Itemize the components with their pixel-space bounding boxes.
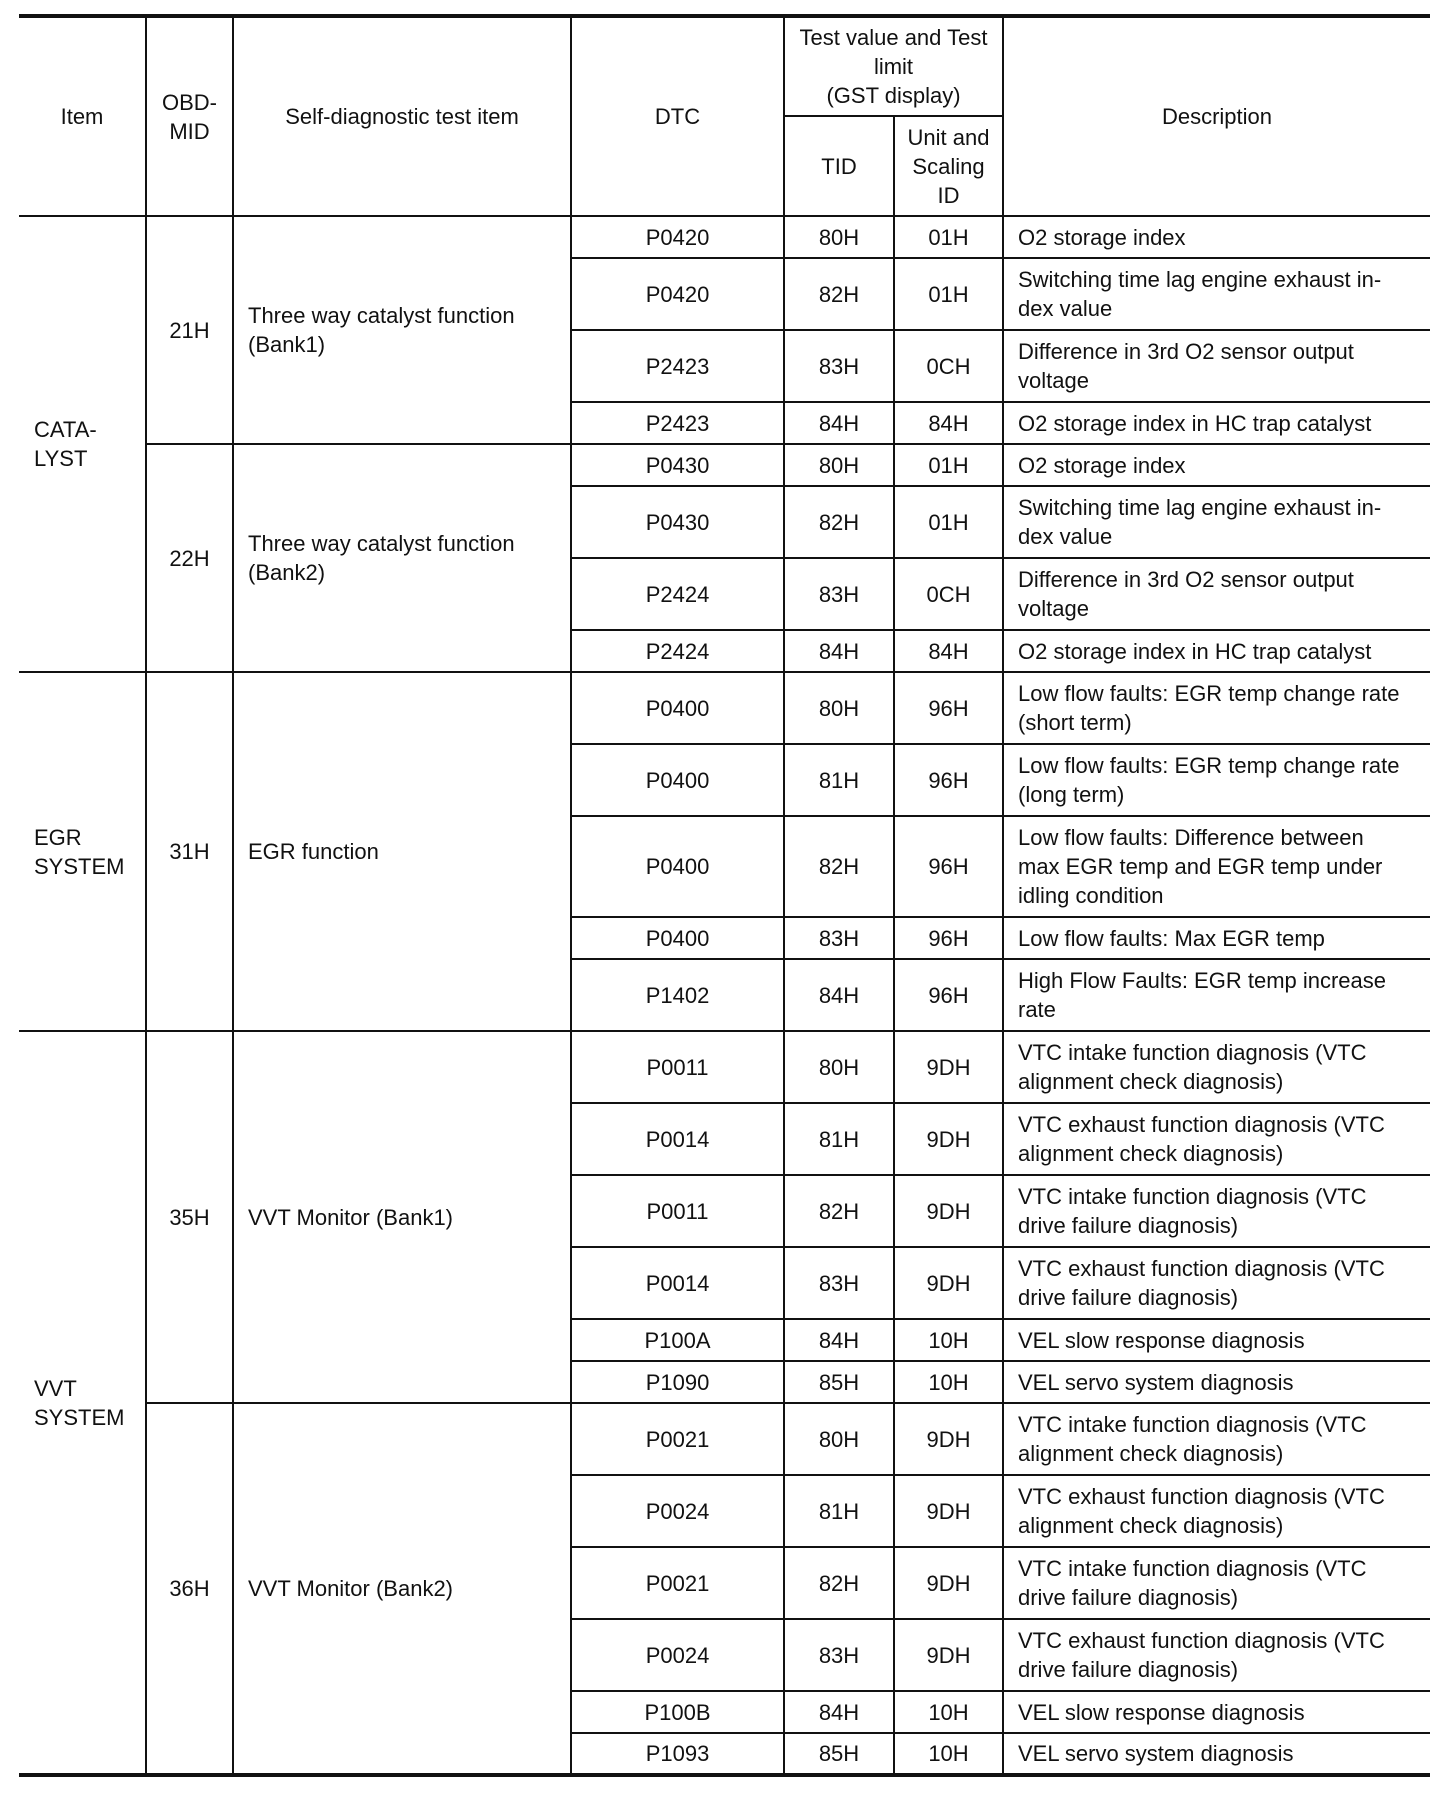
description-cell: Low flow faults: EGR temp change rate (long term)	[1003, 744, 1430, 816]
dtc-cell: P0021	[571, 1547, 784, 1619]
header-test-value-group: Test value and Test limit (GST display)	[784, 16, 1003, 116]
table-row	[19, 1031, 1430, 1103]
tid-cell: 83H	[784, 1247, 894, 1319]
header-description: Description	[1003, 16, 1430, 216]
dtc-cell: P0014	[571, 1247, 784, 1319]
dtc-cell: P0430	[571, 486, 784, 558]
obd-mid-cell: 36H	[146, 1403, 233, 1775]
unit-scaling-cell: 10H	[894, 1733, 1003, 1775]
test-item-cell: EGR function	[233, 672, 571, 1031]
unit-scaling-cell: 9DH	[894, 1475, 1003, 1547]
obd-mid-cell: 31H	[146, 672, 233, 1031]
header-unit-scaling-id: Unit and Scaling ID	[894, 116, 1003, 216]
unit-scaling-cell: 96H	[894, 816, 1003, 917]
tid-cell: 81H	[784, 1475, 894, 1547]
unit-scaling-cell: 01H	[894, 216, 1003, 258]
dtc-cell: P0430	[571, 444, 784, 486]
tid-cell: 85H	[784, 1733, 894, 1775]
dtc-cell: P2423	[571, 402, 784, 444]
tid-cell: 80H	[784, 216, 894, 258]
description-cell: O2 storage index	[1003, 444, 1430, 486]
tid-cell: 84H	[784, 959, 894, 1031]
dtc-cell: P1402	[571, 959, 784, 1031]
tid-cell: 82H	[784, 258, 894, 330]
test-item-cell: VVT Monitor (Bank1)	[233, 1031, 571, 1403]
description-cell: Switching time lag engine exhaust in- dex value	[1003, 258, 1430, 330]
table-row	[19, 672, 1430, 744]
description-cell: Difference in 3rd O2 sensor output voltage	[1003, 330, 1430, 402]
table-header	[19, 16, 1430, 216]
description-cell: Low flow faults: Max EGR temp	[1003, 917, 1430, 959]
unit-scaling-cell: 9DH	[894, 1175, 1003, 1247]
obd-mid-cell: 35H	[146, 1031, 233, 1403]
dtc-cell: P0400	[571, 744, 784, 816]
unit-scaling-cell: 01H	[894, 486, 1003, 558]
table-row	[19, 444, 1430, 486]
tid-cell: 80H	[784, 1031, 894, 1103]
tid-cell: 84H	[784, 1691, 894, 1733]
unit-scaling-cell: 96H	[894, 917, 1003, 959]
dtc-cell: P0024	[571, 1475, 784, 1547]
header-tid: TID	[784, 116, 894, 216]
description-cell: VTC intake function diagnosis (VTC alignment check diagnosis)	[1003, 1403, 1430, 1475]
unit-scaling-cell: 01H	[894, 444, 1003, 486]
tid-cell: 80H	[784, 1403, 894, 1475]
tid-cell: 81H	[784, 1103, 894, 1175]
unit-scaling-cell: 96H	[894, 672, 1003, 744]
unit-scaling-cell: 0CH	[894, 558, 1003, 630]
unit-scaling-cell: 9DH	[894, 1547, 1003, 1619]
tid-cell: 83H	[784, 558, 894, 630]
obd-test-value-table	[19, 14, 1430, 1777]
dtc-cell: P0420	[571, 216, 784, 258]
unit-scaling-cell: 9DH	[894, 1403, 1003, 1475]
description-cell: Low flow faults: EGR temp change rate (short term)	[1003, 672, 1430, 744]
unit-scaling-cell: 9DH	[894, 1031, 1003, 1103]
tid-cell: 83H	[784, 1619, 894, 1691]
dtc-cell: P2423	[571, 330, 784, 402]
unit-scaling-cell: 96H	[894, 744, 1003, 816]
dtc-cell: P0420	[571, 258, 784, 330]
description-cell: O2 storage index	[1003, 216, 1430, 258]
dtc-cell: P0014	[571, 1103, 784, 1175]
tid-cell: 82H	[784, 486, 894, 558]
unit-scaling-cell: 9DH	[894, 1247, 1003, 1319]
description-cell: Difference in 3rd O2 sensor output voltage	[1003, 558, 1430, 630]
dtc-cell: P0011	[571, 1031, 784, 1103]
description-cell: VTC exhaust function diagnosis (VTC alignment check diagnosis)	[1003, 1475, 1430, 1547]
description-cell: VTC exhaust function diagnosis (VTC drive failure diagnosis)	[1003, 1619, 1430, 1691]
description-cell: VTC exhaust function diagnosis (VTC alignment check diagnosis)	[1003, 1103, 1430, 1175]
unit-scaling-cell: 10H	[894, 1361, 1003, 1403]
tid-cell: 82H	[784, 1547, 894, 1619]
dtc-cell: P0400	[571, 816, 784, 917]
description-cell: VTC exhaust function diagnosis (VTC drive failure diagnosis)	[1003, 1247, 1430, 1319]
description-cell: VTC intake function diagnosis (VTC drive failure diagnosis)	[1003, 1547, 1430, 1619]
item-cell: VVT SYSTEM	[19, 1031, 146, 1775]
tid-cell: 83H	[784, 330, 894, 402]
description-cell: Switching time lag engine exhaust in- dex value	[1003, 486, 1430, 558]
tid-cell: 80H	[784, 672, 894, 744]
dtc-cell: P0021	[571, 1403, 784, 1475]
item-cell: CATA- LYST	[19, 216, 146, 672]
description-cell: O2 storage index in HC trap catalyst	[1003, 630, 1430, 672]
obd-mid-cell: 21H	[146, 216, 233, 444]
table-body	[19, 216, 1430, 1775]
description-cell: O2 storage index in HC trap catalyst	[1003, 402, 1430, 444]
dtc-cell: P100A	[571, 1319, 784, 1361]
test-item-cell: Three way catalyst function (Bank2)	[233, 444, 571, 672]
dtc-cell: P0400	[571, 672, 784, 744]
dtc-cell: P0011	[571, 1175, 784, 1247]
dtc-cell: P0400	[571, 917, 784, 959]
tid-cell: 82H	[784, 816, 894, 917]
dtc-cell: P100B	[571, 1691, 784, 1733]
description-cell: VEL slow response diagnosis	[1003, 1319, 1430, 1361]
dtc-cell: P2424	[571, 558, 784, 630]
dtc-cell: P1093	[571, 1733, 784, 1775]
tid-cell: 83H	[784, 917, 894, 959]
description-cell: Low flow faults: Difference between max EGR temp and EGR temp under idling condition	[1003, 816, 1430, 917]
description-cell: High Flow Faults: EGR temp increase rate	[1003, 959, 1430, 1031]
description-cell: VEL slow response diagnosis	[1003, 1691, 1430, 1733]
test-item-cell: Three way catalyst function (Bank1)	[233, 216, 571, 444]
description-cell: VTC intake function diagnosis (VTC alignment check diagnosis)	[1003, 1031, 1430, 1103]
header-item: Item	[19, 16, 146, 216]
unit-scaling-cell: 96H	[894, 959, 1003, 1031]
item-cell: EGR SYSTEM	[19, 672, 146, 1031]
test-item-cell: VVT Monitor (Bank2)	[233, 1403, 571, 1775]
dtc-cell: P0024	[571, 1619, 784, 1691]
dtc-cell: P1090	[571, 1361, 784, 1403]
header-self-diagnostic-test-item: Self-diagnostic test item	[233, 16, 571, 216]
tid-cell: 85H	[784, 1361, 894, 1403]
unit-scaling-cell: 10H	[894, 1691, 1003, 1733]
header-dtc: DTC	[571, 16, 784, 216]
tid-cell: 84H	[784, 402, 894, 444]
tid-cell: 80H	[784, 444, 894, 486]
unit-scaling-cell: 0CH	[894, 330, 1003, 402]
tid-cell: 81H	[784, 744, 894, 816]
description-cell: VTC intake function diagnosis (VTC drive failure diagnosis)	[1003, 1175, 1430, 1247]
tid-cell: 82H	[784, 1175, 894, 1247]
table-row	[19, 216, 1430, 258]
obd-mid-cell: 22H	[146, 444, 233, 672]
unit-scaling-cell: 9DH	[894, 1619, 1003, 1691]
header-obd-mid: OBD- MID	[146, 16, 233, 216]
tid-cell: 84H	[784, 1319, 894, 1361]
description-cell: VEL servo system diagnosis	[1003, 1361, 1430, 1403]
tid-cell: 84H	[784, 630, 894, 672]
unit-scaling-cell: 10H	[894, 1319, 1003, 1361]
description-cell: VEL servo system diagnosis	[1003, 1733, 1430, 1775]
dtc-cell: P2424	[571, 630, 784, 672]
unit-scaling-cell: 84H	[894, 630, 1003, 672]
unit-scaling-cell: 9DH	[894, 1103, 1003, 1175]
table-row	[19, 1403, 1430, 1475]
unit-scaling-cell: 84H	[894, 402, 1003, 444]
unit-scaling-cell: 01H	[894, 258, 1003, 330]
